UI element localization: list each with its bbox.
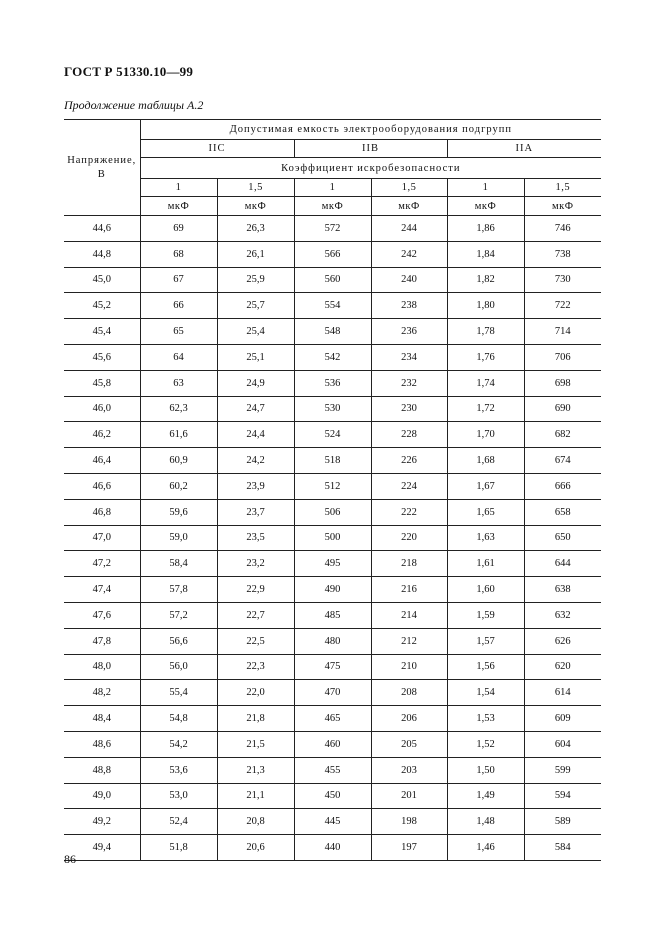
capacitance-cell: 57,2 [140, 602, 217, 628]
capacitance-cell: 706 [524, 344, 601, 370]
voltage-header: Напряжение, В [64, 120, 140, 216]
capacitance-cell: 1,63 [447, 525, 524, 551]
voltage-cell: 45,0 [64, 267, 140, 293]
table-row [64, 396, 601, 422]
capacitance-cell: 201 [371, 783, 447, 809]
capacitance-cell: 67 [140, 267, 217, 293]
capacitance-cell: 1,54 [447, 680, 524, 706]
capacitance-cell: 609 [524, 706, 601, 732]
capacitance-cell: 24,4 [217, 422, 294, 448]
unit-cell: мкФ [294, 197, 371, 216]
capacitance-cell: 738 [524, 241, 601, 267]
safety-factor-cell: 1,5 [524, 179, 601, 197]
capacitance-cell: 203 [371, 757, 447, 783]
capacitance-cell: 1,72 [447, 396, 524, 422]
table-row [64, 654, 601, 680]
capacitance-cell: 1,46 [447, 835, 524, 861]
capacitance-cell: 56,0 [140, 654, 217, 680]
capacitance-cell: 21,3 [217, 757, 294, 783]
voltage-cell: 46,4 [64, 448, 140, 474]
capacitance-cell: 1,74 [447, 370, 524, 396]
capacitance-cell: 460 [294, 731, 371, 757]
capacitance-cell: 59,6 [140, 499, 217, 525]
capacitance-cell: 69 [140, 216, 217, 242]
capacitance-cell: 22,9 [217, 577, 294, 603]
voltage-cell: 48,6 [64, 731, 140, 757]
document-title: ГОСТ Р 51330.10—99 [64, 64, 194, 79]
capacitance-cell: 65 [140, 319, 217, 345]
table-row [64, 293, 601, 319]
capacitance-cell: 524 [294, 422, 371, 448]
capacitance-cell: 51,8 [140, 835, 217, 861]
safety-factor-cell: 1,5 [217, 179, 294, 197]
unit-cell: мкФ [447, 197, 524, 216]
voltage-cell: 45,6 [64, 344, 140, 370]
capacitance-cell: 21,8 [217, 706, 294, 732]
voltage-cell: 49,0 [64, 783, 140, 809]
capacitance-cell: 599 [524, 757, 601, 783]
capacitance-cell: 22,5 [217, 628, 294, 654]
capacitance-cell: 21,1 [217, 783, 294, 809]
capacitance-cell: 57,8 [140, 577, 217, 603]
capacitance-cell: 698 [524, 370, 601, 396]
capacitance-cell: 1,53 [447, 706, 524, 732]
capacitance-cell: 214 [371, 602, 447, 628]
capacitance-header: Допустимая емкость электрооборудования подгрупп [140, 120, 601, 140]
unit-cell: мкФ [140, 197, 217, 216]
capacitance-cell: 604 [524, 731, 601, 757]
table-row [64, 319, 601, 345]
capacitance-cell: 61,6 [140, 422, 217, 448]
group-header-iia: IIA [447, 140, 601, 158]
capacitance-cell: 21,5 [217, 731, 294, 757]
capacitance-cell: 63 [140, 370, 217, 396]
capacitance-cell: 62,3 [140, 396, 217, 422]
capacitance-cell: 594 [524, 783, 601, 809]
table-row [64, 706, 601, 732]
voltage-cell: 46,8 [64, 499, 140, 525]
capacitance-cell: 714 [524, 319, 601, 345]
capacitance-cell: 216 [371, 577, 447, 603]
capacitance-cell: 1,78 [447, 319, 524, 345]
capacitance-cell: 530 [294, 396, 371, 422]
capacitance-cell: 66 [140, 293, 217, 319]
unit-cell: мкФ [371, 197, 447, 216]
capacitance-cell: 68 [140, 241, 217, 267]
unit-cell: мкФ [524, 197, 601, 216]
capacitance-cell: 53,0 [140, 783, 217, 809]
capacitance-cell: 589 [524, 809, 601, 835]
capacitance-cell: 60,9 [140, 448, 217, 474]
unit-cell: мкФ [217, 197, 294, 216]
capacitance-cell: 24,9 [217, 370, 294, 396]
capacitance-cell: 512 [294, 473, 371, 499]
capacitance-cell: 22,0 [217, 680, 294, 706]
capacitance-cell: 59,0 [140, 525, 217, 551]
capacitance-cell: 226 [371, 448, 447, 474]
table-row [64, 448, 601, 474]
capacitance-cell: 242 [371, 241, 447, 267]
capacitance-cell: 1,84 [447, 241, 524, 267]
capacitance-cell: 22,3 [217, 654, 294, 680]
capacitance-cell: 210 [371, 654, 447, 680]
safety-factor-cell: 1,5 [371, 179, 447, 197]
voltage-cell: 47,2 [64, 551, 140, 577]
capacitance-cell: 1,48 [447, 809, 524, 835]
safety-factor-cell: 1 [140, 179, 217, 197]
capacitance-cell: 650 [524, 525, 601, 551]
voltage-cell: 46,6 [64, 473, 140, 499]
capacitance-cell: 1,80 [447, 293, 524, 319]
voltage-cell: 48,8 [64, 757, 140, 783]
capacitance-cell: 572 [294, 216, 371, 242]
voltage-cell: 49,2 [64, 809, 140, 835]
capacitance-cell: 480 [294, 628, 371, 654]
capacitance-cell: 53,6 [140, 757, 217, 783]
capacitance-cell: 440 [294, 835, 371, 861]
capacitance-cell: 1,61 [447, 551, 524, 577]
capacitance-cell: 206 [371, 706, 447, 732]
capacitance-cell: 24,2 [217, 448, 294, 474]
capacitance-cell: 690 [524, 396, 601, 422]
voltage-cell: 44,8 [64, 241, 140, 267]
voltage-cell: 47,4 [64, 577, 140, 603]
capacitance-cell: 197 [371, 835, 447, 861]
capacitance-cell: 455 [294, 757, 371, 783]
capacitance-cell: 1,68 [447, 448, 524, 474]
capacitance-cell: 1,60 [447, 577, 524, 603]
capacitance-cell: 470 [294, 680, 371, 706]
voltage-cell: 48,0 [64, 654, 140, 680]
table-row [64, 370, 601, 396]
capacitance-cell: 632 [524, 602, 601, 628]
voltage-cell: 44,6 [64, 216, 140, 242]
safety-factor-cell: 1 [447, 179, 524, 197]
voltage-cell: 45,4 [64, 319, 140, 345]
capacitance-cell: 1,56 [447, 654, 524, 680]
table-row [64, 731, 601, 757]
table-row [64, 473, 601, 499]
capacitance-cell: 1,50 [447, 757, 524, 783]
capacitance-cell: 244 [371, 216, 447, 242]
capacitance-cell: 620 [524, 654, 601, 680]
capacitance-cell: 614 [524, 680, 601, 706]
capacitance-cell: 236 [371, 319, 447, 345]
capacitance-table [64, 119, 601, 861]
capacitance-cell: 554 [294, 293, 371, 319]
capacitance-cell: 500 [294, 525, 371, 551]
capacitance-cell: 22,7 [217, 602, 294, 628]
capacitance-cell: 224 [371, 473, 447, 499]
capacitance-cell: 1,49 [447, 783, 524, 809]
table-row [64, 680, 601, 706]
capacitance-cell: 54,8 [140, 706, 217, 732]
capacitance-cell: 212 [371, 628, 447, 654]
capacitance-cell: 1,76 [447, 344, 524, 370]
capacitance-cell: 23,5 [217, 525, 294, 551]
capacitance-cell: 232 [371, 370, 447, 396]
group-header-iic: IIC [140, 140, 294, 158]
capacitance-cell: 542 [294, 344, 371, 370]
capacitance-cell: 485 [294, 602, 371, 628]
capacitance-cell: 24,7 [217, 396, 294, 422]
capacitance-cell: 658 [524, 499, 601, 525]
table-row [64, 422, 601, 448]
table-row [64, 602, 601, 628]
capacitance-cell: 1,70 [447, 422, 524, 448]
capacitance-cell: 60,2 [140, 473, 217, 499]
capacitance-cell: 220 [371, 525, 447, 551]
table-row [64, 783, 601, 809]
voltage-cell: 46,2 [64, 422, 140, 448]
capacitance-cell: 465 [294, 706, 371, 732]
capacitance-cell: 218 [371, 551, 447, 577]
capacitance-cell: 208 [371, 680, 447, 706]
capacitance-cell: 52,4 [140, 809, 217, 835]
voltage-cell: 47,0 [64, 525, 140, 551]
capacitance-cell: 58,4 [140, 551, 217, 577]
capacitance-cell: 626 [524, 628, 601, 654]
table-row [64, 628, 601, 654]
table-row [64, 757, 601, 783]
table-row [64, 216, 601, 242]
table-row [64, 344, 601, 370]
capacitance-cell: 230 [371, 396, 447, 422]
voltage-cell: 45,2 [64, 293, 140, 319]
page-number: 86 [64, 852, 76, 866]
safety-factor-cell: 1 [294, 179, 371, 197]
table-row [64, 835, 601, 861]
capacitance-cell: 746 [524, 216, 601, 242]
capacitance-cell: 1,52 [447, 731, 524, 757]
capacitance-cell: 518 [294, 448, 371, 474]
capacitance-cell: 674 [524, 448, 601, 474]
voltage-cell: 48,2 [64, 680, 140, 706]
capacitance-cell: 495 [294, 551, 371, 577]
capacitance-cell: 584 [524, 835, 601, 861]
capacitance-cell: 26,1 [217, 241, 294, 267]
table-row [64, 499, 601, 525]
table-row [64, 241, 601, 267]
capacitance-cell: 26,3 [217, 216, 294, 242]
capacitance-cell: 56,6 [140, 628, 217, 654]
capacitance-cell: 1,86 [447, 216, 524, 242]
voltage-cell: 46,0 [64, 396, 140, 422]
capacitance-cell: 198 [371, 809, 447, 835]
capacitance-cell: 25,9 [217, 267, 294, 293]
table-row [64, 551, 601, 577]
capacitance-cell: 20,6 [217, 835, 294, 861]
capacitance-cell: 560 [294, 267, 371, 293]
capacitance-cell: 566 [294, 241, 371, 267]
capacitance-cell: 25,7 [217, 293, 294, 319]
capacitance-cell: 1,59 [447, 602, 524, 628]
capacitance-cell: 25,4 [217, 319, 294, 345]
group-header-iib: IIB [294, 140, 447, 158]
capacitance-cell: 228 [371, 422, 447, 448]
voltage-cell: 49,4 [64, 835, 140, 861]
capacitance-cell: 23,9 [217, 473, 294, 499]
capacitance-cell: 23,7 [217, 499, 294, 525]
table-row [64, 525, 601, 551]
capacitance-cell: 506 [294, 499, 371, 525]
table-caption: Продолжение таблицы А.2 [64, 98, 204, 112]
safety-factor-header: Коэффициент искробезопасности [140, 158, 601, 179]
capacitance-cell: 638 [524, 577, 601, 603]
capacitance-cell: 25,1 [217, 344, 294, 370]
capacitance-cell: 64 [140, 344, 217, 370]
capacitance-cell: 536 [294, 370, 371, 396]
table-row [64, 267, 601, 293]
voltage-cell: 47,8 [64, 628, 140, 654]
capacitance-cell: 1,65 [447, 499, 524, 525]
voltage-cell: 45,8 [64, 370, 140, 396]
capacitance-cell: 240 [371, 267, 447, 293]
capacitance-cell: 548 [294, 319, 371, 345]
capacitance-cell: 1,67 [447, 473, 524, 499]
capacitance-cell: 445 [294, 809, 371, 835]
capacitance-cell: 722 [524, 293, 601, 319]
voltage-cell: 48,4 [64, 706, 140, 732]
capacitance-cell: 730 [524, 267, 601, 293]
capacitance-cell: 222 [371, 499, 447, 525]
table-row [64, 809, 601, 835]
capacitance-cell: 450 [294, 783, 371, 809]
capacitance-cell: 238 [371, 293, 447, 319]
capacitance-cell: 666 [524, 473, 601, 499]
capacitance-cell: 234 [371, 344, 447, 370]
voltage-cell: 47,6 [64, 602, 140, 628]
capacitance-cell: 1,82 [447, 267, 524, 293]
capacitance-cell: 1,57 [447, 628, 524, 654]
capacitance-cell: 490 [294, 577, 371, 603]
table-row [64, 577, 601, 603]
capacitance-cell: 23,2 [217, 551, 294, 577]
capacitance-cell: 205 [371, 731, 447, 757]
capacitance-cell: 644 [524, 551, 601, 577]
capacitance-cell: 682 [524, 422, 601, 448]
capacitance-cell: 20,8 [217, 809, 294, 835]
capacitance-cell: 55,4 [140, 680, 217, 706]
capacitance-cell: 475 [294, 654, 371, 680]
capacitance-cell: 54,2 [140, 731, 217, 757]
